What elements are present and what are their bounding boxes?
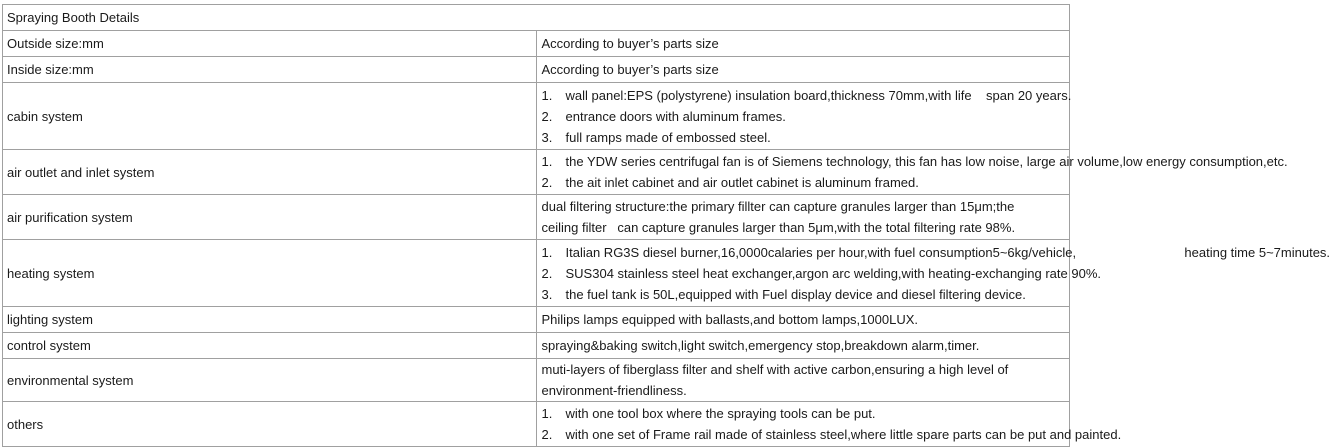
table-row [3,150,1070,195]
list-item [542,151,1066,172]
list-text: SUS304 stainless steel heat exchanger,argon arc welding,with heating-exchanging rate 90%. [566,266,1102,281]
table-title-row [3,5,1070,31]
list-text: the ait inlet cabinet and air outlet cabinet is aluminum framed. [566,175,919,190]
list-number: 1. [542,242,566,263]
table-row [3,195,1070,240]
row-label: environmental system [3,359,537,402]
list-item [542,263,1066,284]
list-text: the YDW series centrifugal fan is of Siemens technology, this fan has low noise, large air volume,low energy consumption,etc. [566,154,1288,169]
table-row [3,359,1070,402]
list-number: 1. [542,85,566,106]
table-row [3,31,1070,57]
table-row [3,240,1070,307]
table-row [3,333,1070,359]
list-number: 1. [542,403,566,424]
row-value: According to buyer’s parts size [536,31,1070,57]
list-item [542,242,1066,263]
list-item [542,106,1066,127]
row-value-cell [536,195,1070,240]
row-label: Inside size:mm [3,57,537,83]
row-value: spraying&baking switch,light switch,emergency stop,breakdown alarm,timer. [536,333,1070,359]
row-value-list [536,83,1070,150]
row-label: others [3,402,537,447]
row-label: air purification system [3,195,537,240]
list-text: with one tool box where the spraying tools can be put. [566,406,876,421]
list-number: 2. [542,263,566,284]
list-text: with one set of Frame rail made of stainless steel,where little spare parts can be put and painted. [566,427,1122,442]
list-item [542,172,1066,193]
list-text: entrance doors with aluminum frames. [566,109,786,124]
row-value: dual filtering structure:the primary fillter can capture granules larger than 15μm;the ceiling filter can capture granules larger than 5μm,with the total filtering rate 98%. [542,196,1066,238]
list-item [542,127,1066,148]
list-number: 3. [542,127,566,148]
list-item [542,424,1066,445]
list-number: 2. [542,106,566,127]
list-number: 1. [542,151,566,172]
row-value: muti-layers of fiberglass filter and shelf with active carbon,ensuring a high level of environment-friendliness. [536,359,1070,402]
row-label: cabin system [3,83,537,150]
row-label: control system [3,333,537,359]
table-row [3,307,1070,333]
row-label: Outside size:mm [3,31,537,57]
row-value: Philips lamps equipped with ballasts,and bottom lamps,1000LUX. [536,307,1070,333]
row-value: According to buyer’s parts size [536,57,1070,83]
list-item [542,85,1066,106]
table-row [3,83,1070,150]
list-number: 2. [542,424,566,445]
table-row [3,402,1070,447]
row-label: air outlet and inlet system [3,150,537,195]
row-value-list [536,402,1070,447]
spraying-booth-details-table [2,4,1070,447]
row-value-list [536,240,1070,307]
list-text: the fuel tank is 50L,equipped with Fuel display device and diesel filtering device. [566,287,1026,302]
table-row [3,57,1070,83]
row-label: heating system [3,240,537,307]
table-title: Spraying Booth Details [3,5,1070,31]
list-text: full ramps made of embossed steel. [566,130,771,145]
list-number: 2. [542,172,566,193]
list-item [542,403,1066,424]
row-label: lighting system [3,307,537,333]
list-text: wall panel:EPS (polystyrene) insulation board,thickness 70mm,with life span 20 years. [566,88,1072,103]
list-item [542,284,1066,305]
list-number: 3. [542,284,566,305]
row-value-list [536,150,1070,195]
list-text: Italian RG3S diesel burner,16,0000calaries per hour,with fuel consumption5~6kg/vehicle, heating time 5~7minutes. [566,245,1330,260]
